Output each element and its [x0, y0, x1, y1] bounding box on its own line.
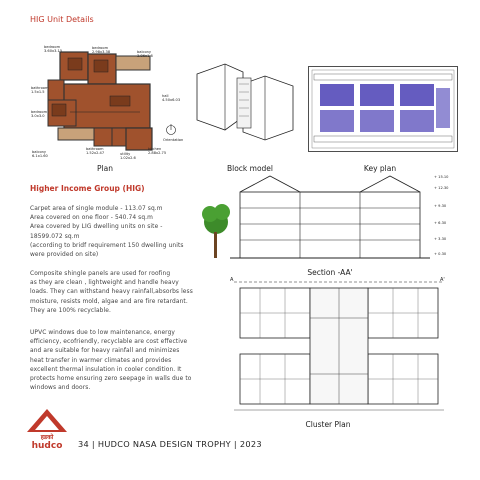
cluster-caption: Cluster Plan — [305, 420, 351, 429]
paragraph-roofing: Composite shingle panels are used for roofing as they are clean , lightweight and handle heavy loads. They can withstand heavy rainfall,absorbs less moisture, resists mold, algae and are fire retardant. They are 100% recyclable. — [30, 271, 193, 314]
plan-label-balcony-2: balcony 6.1x1.60 — [32, 150, 48, 159]
plan-label-bedroom-3: bedroom 3.0x3.0 — [31, 110, 48, 119]
plan-label-bedroom-2: bedroom 2.98x3.38 — [92, 46, 111, 55]
section-heading: Higher Income Group (HIG) — [30, 184, 145, 193]
section-drawing — [200, 172, 458, 267]
section-svg — [200, 172, 458, 267]
level-6: + 0.30 — [434, 252, 447, 256]
plan-label-balcony-1: balcony 3.86x1.6 — [137, 50, 153, 59]
block-model-caption: Block model — [226, 164, 274, 173]
logo-english: hudco — [31, 441, 63, 451]
level-1: + 15.10 — [434, 175, 449, 179]
section-mark-a: A — [230, 277, 234, 283]
plan-label-bathroom-1: bathroom 1.5x1.5 — [31, 86, 49, 95]
paragraph-windows: UPVC windows due to low maintenance, energy efficiency, ecofriendly, recyclable are cost effective and are suitable for heavy rainfall and minimizes heat transfer in warmer climates and provides excellent thermal insulation in cooler condition. It protects home ensuring zero seepage in walls due to windows and doors. — [30, 330, 192, 392]
level-5: + 3.30 — [434, 237, 447, 241]
footer-text: 34 | HUDCO NASA DESIGN TROPHY | 2023 — [78, 439, 262, 449]
logo-mark — [26, 408, 68, 434]
hudco-logo — [26, 408, 68, 452]
page-title: HIG Unit Details — [30, 15, 94, 24]
block-model — [195, 62, 295, 142]
key-plan — [308, 66, 458, 152]
cluster-plan — [230, 278, 448, 416]
section-caption: Section -AA' — [307, 268, 353, 277]
key-plan-caption: Key plan — [363, 164, 397, 173]
key-plan-drawing — [308, 66, 458, 152]
paragraph-areas: Carpet area of single module - 113.07 sq.m Area covered on one floor - 540.74 sq.m Area covered by LIG dwelling units on site - 18599.072 sq.m (according to bridf requirement 150 dwelling units were provided on site) — [30, 206, 184, 259]
plan-label-bathroom-2: bathroom 1.52x2.47 — [86, 147, 105, 156]
plan-label-kitchen: kitchen 2.88x2.75 — [148, 147, 167, 156]
logo-hindi: हडको — [40, 434, 54, 441]
north-label: Orientation — [163, 138, 184, 142]
floor-plan — [30, 42, 190, 162]
block-model-drawing — [195, 62, 295, 142]
cluster-plan-drawing — [230, 278, 448, 416]
section-mark-a-prime: A' — [440, 277, 445, 283]
level-2: + 12.30 — [434, 186, 449, 190]
level-4: + 6.30 — [434, 221, 447, 225]
plan-label-bedroom-1: bedroom 3.60x3.15 — [44, 45, 63, 54]
plan-label-hall: hall 4.50x6.03 — [162, 94, 181, 103]
plan-label-utility: utility 1.02x2.6 — [120, 152, 136, 161]
plan-caption: Plan — [97, 164, 113, 173]
level-3: + 9.30 — [434, 204, 447, 208]
